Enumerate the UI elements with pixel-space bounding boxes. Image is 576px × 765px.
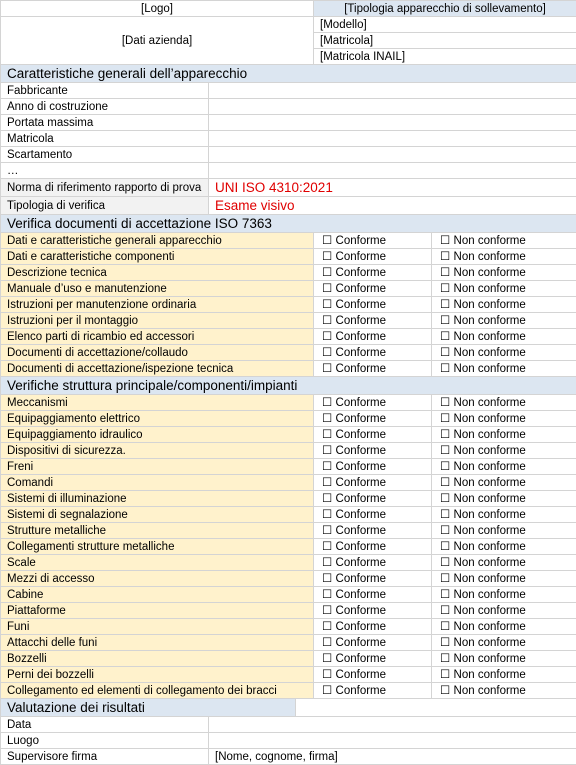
general-item-row (1, 163, 576, 179)
conforme-checkbox[interactable]: ☐ Conforme (314, 523, 432, 539)
documenti-item-row (1, 297, 576, 313)
modello-field: [Modello] (314, 17, 576, 33)
non-conforme-checkbox[interactable]: ☐ Non conforme (432, 683, 576, 699)
valutazione-item-label: Luogo (1, 733, 209, 749)
documenti-item-row (1, 361, 576, 377)
struttura-item-row (1, 507, 576, 523)
general-item-value-field[interactable] (209, 83, 576, 99)
conforme-checkbox[interactable]: ☐ Conforme (314, 475, 432, 491)
general-item-value-field[interactable] (209, 163, 576, 179)
general-item-label: Portata massima (1, 115, 209, 131)
struttura-item-label: Strutture metalliche (1, 523, 314, 539)
documenti-item-label: Elenco parti di ricambio ed accessori (1, 329, 314, 345)
conforme-checkbox[interactable]: ☐ Conforme (314, 361, 432, 377)
general-item-value-field[interactable] (209, 115, 576, 131)
non-conforme-checkbox[interactable]: ☐ Non conforme (432, 507, 576, 523)
documenti-item-label: Dati e caratteristiche componenti (1, 249, 314, 265)
struttura-item-row (1, 539, 576, 555)
tipologia-apparecchio: [Tipologia apparecchio di sollevamento] (314, 1, 576, 17)
conforme-checkbox[interactable]: ☐ Conforme (314, 329, 432, 345)
struttura-item-label: Collegamento ed elementi di collegamento dei bracci (1, 683, 314, 699)
general-item-value-field[interactable] (209, 147, 576, 163)
documenti-item-label: Istruzioni per il montaggio (1, 313, 314, 329)
documenti-item-label: Dati e caratteristiche generali apparecchio (1, 233, 314, 249)
conforme-checkbox[interactable]: ☐ Conforme (314, 427, 432, 443)
non-conforme-checkbox[interactable]: ☐ Non conforme (432, 571, 576, 587)
struttura-item-label: Perni dei bozzelli (1, 667, 314, 683)
struttura-item-label: Dispositivi di sicurezza. (1, 443, 314, 459)
non-conforme-checkbox[interactable]: ☐ Non conforme (432, 667, 576, 683)
documenti-item-row (1, 345, 576, 361)
conforme-checkbox[interactable]: ☐ Conforme (314, 587, 432, 603)
documenti-section (1, 215, 576, 233)
documenti-item-row (1, 281, 576, 297)
non-conforme-checkbox[interactable]: ☐ Non conforme (432, 313, 576, 329)
non-conforme-checkbox[interactable]: ☐ Non conforme (432, 265, 576, 281)
conforme-checkbox[interactable]: ☐ Conforme (314, 281, 432, 297)
conforme-checkbox[interactable]: ☐ Conforme (314, 683, 432, 699)
struttura-item-label: Piattaforme (1, 603, 314, 619)
struttura-item-row (1, 571, 576, 587)
struttura-item-row (1, 587, 576, 603)
documenti-item-label: Documenti di accettazione/collaudo (1, 345, 314, 361)
non-conforme-checkbox[interactable]: ☐ Non conforme (432, 361, 576, 377)
tipologia-verifica-label: Tipologia di verifica (1, 197, 209, 215)
non-conforme-checkbox[interactable]: ☐ Non conforme (432, 587, 576, 603)
non-conforme-checkbox[interactable]: ☐ Non conforme (432, 281, 576, 297)
header-row-2 (1, 17, 576, 33)
norma-row (1, 179, 576, 197)
struttura-item-row (1, 411, 576, 427)
general-item-row (1, 115, 576, 131)
company-data-placeholder: [Dati azienda] (1, 17, 314, 65)
struttura-item-label: Funi (1, 619, 314, 635)
struttura-item-row (1, 395, 576, 411)
struttura-item-label: Mezzi di accesso (1, 571, 314, 587)
non-conforme-checkbox[interactable]: ☐ Non conforme (432, 427, 576, 443)
general-item-label: … (1, 163, 209, 179)
firma-value-field[interactable]: [Nome, cognome, firma] (209, 749, 576, 765)
conforme-checkbox[interactable]: ☐ Conforme (314, 667, 432, 683)
non-conforme-checkbox[interactable]: ☐ Non conforme (432, 539, 576, 555)
valutazione-blank (296, 699, 576, 717)
documenti-item-label: Istruzioni per manutenzione ordinaria (1, 297, 314, 313)
valutazione-section-title: Valutazione dei risultati (1, 699, 296, 717)
non-conforme-checkbox[interactable]: ☐ Non conforme (432, 635, 576, 651)
matricola-inail-field: [Matricola INAIL] (314, 49, 576, 65)
struttura-item-label: Collegamenti strutture metalliche (1, 539, 314, 555)
conforme-checkbox[interactable]: ☐ Conforme (314, 619, 432, 635)
general-item-value-field[interactable] (209, 131, 576, 147)
struttura-item-label: Equipaggiamento idraulico (1, 427, 314, 443)
non-conforme-checkbox[interactable]: ☐ Non conforme (432, 233, 576, 249)
firma-label: Supervisore firma (1, 749, 209, 765)
norma-label: Norma di riferimento rapporto di prova (1, 179, 209, 197)
struttura-item-label: Cabine (1, 587, 314, 603)
conforme-checkbox[interactable]: ☐ Conforme (314, 539, 432, 555)
non-conforme-checkbox[interactable]: ☐ Non conforme (432, 603, 576, 619)
norma-value: UNI ISO 4310:2021 (209, 179, 576, 197)
struttura-item-row (1, 651, 576, 667)
conforme-checkbox[interactable]: ☐ Conforme (314, 635, 432, 651)
struttura-item-row (1, 475, 576, 491)
general-item-value-field[interactable] (209, 99, 576, 115)
documenti-item-label: Descrizione tecnica (1, 265, 314, 281)
documenti-item-label: Documenti di accettazione/ispezione tecnica (1, 361, 314, 377)
struttura-item-row (1, 459, 576, 475)
conforme-checkbox[interactable]: ☐ Conforme (314, 603, 432, 619)
documenti-item-row (1, 329, 576, 345)
conforme-checkbox[interactable]: ☐ Conforme (314, 297, 432, 313)
general-item-row (1, 99, 576, 115)
non-conforme-checkbox[interactable]: ☐ Non conforme (432, 651, 576, 667)
struttura-item-row (1, 555, 576, 571)
struttura-item-label: Meccanismi (1, 395, 314, 411)
non-conforme-checkbox[interactable]: ☐ Non conforme (432, 523, 576, 539)
non-conforme-checkbox[interactable]: ☐ Non conforme (432, 297, 576, 313)
struttura-section-title: Verifiche struttura principale/componenti/impianti (1, 377, 576, 395)
conforme-checkbox[interactable]: ☐ Conforme (314, 249, 432, 265)
general-section (1, 65, 576, 83)
struttura-item-label: Bozzelli (1, 651, 314, 667)
general-item-label: Anno di costruzione (1, 99, 209, 115)
conforme-checkbox[interactable]: ☐ Conforme (314, 491, 432, 507)
conforme-checkbox[interactable]: ☐ Conforme (314, 313, 432, 329)
non-conforme-checkbox[interactable]: ☐ Non conforme (432, 619, 576, 635)
conforme-checkbox[interactable]: ☐ Conforme (314, 345, 432, 361)
non-conforme-checkbox[interactable]: ☐ Non conforme (432, 459, 576, 475)
struttura-section (1, 377, 576, 395)
general-section-title: Caratteristiche generali dell’apparecchio (1, 65, 576, 83)
non-conforme-checkbox[interactable]: ☐ Non conforme (432, 443, 576, 459)
struttura-item-label: Freni (1, 459, 314, 475)
valutazione-section (1, 699, 576, 717)
documenti-item-row (1, 249, 576, 265)
valutazione-item-row (1, 733, 576, 749)
tipologia-verifica-row (1, 197, 576, 215)
non-conforme-checkbox[interactable]: ☐ Non conforme (432, 411, 576, 427)
header-row-1 (1, 1, 576, 17)
non-conforme-checkbox[interactable]: ☐ Non conforme (432, 475, 576, 491)
struttura-item-label: Sistemi di illuminazione (1, 491, 314, 507)
struttura-item-row (1, 635, 576, 651)
struttura-item-row (1, 443, 576, 459)
general-item-row (1, 131, 576, 147)
conforme-checkbox[interactable]: ☐ Conforme (314, 233, 432, 249)
conforme-checkbox[interactable]: ☐ Conforme (314, 265, 432, 281)
logo-placeholder: [Logo] (1, 1, 314, 17)
documenti-item-row (1, 233, 576, 249)
conforme-checkbox[interactable]: ☐ Conforme (314, 571, 432, 587)
general-item-row (1, 147, 576, 163)
conforme-checkbox[interactable]: ☐ Conforme (314, 651, 432, 667)
struttura-item-row (1, 427, 576, 443)
documenti-item-row (1, 265, 576, 281)
conforme-checkbox[interactable]: ☐ Conforme (314, 443, 432, 459)
struttura-item-label: Scale (1, 555, 314, 571)
general-item-label: Fabbricante (1, 83, 209, 99)
valutazione-item-label: Data (1, 717, 209, 733)
conforme-checkbox[interactable]: ☐ Conforme (314, 395, 432, 411)
struttura-item-row (1, 523, 576, 539)
struttura-item-row (1, 491, 576, 507)
general-item-label: Scartamento (1, 147, 209, 163)
general-item-label: Matricola (1, 131, 209, 147)
non-conforme-checkbox[interactable]: ☐ Non conforme (432, 249, 576, 265)
tipologia-verifica-value: Esame visivo (209, 197, 576, 215)
struttura-item-row (1, 683, 576, 699)
struttura-item-label: Attacchi delle funi (1, 635, 314, 651)
valutazione-item-value-field[interactable] (209, 733, 576, 749)
struttura-item-row (1, 619, 576, 635)
conforme-checkbox[interactable]: ☐ Conforme (314, 555, 432, 571)
non-conforme-checkbox[interactable]: ☐ Non conforme (432, 329, 576, 345)
non-conforme-checkbox[interactable]: ☐ Non conforme (432, 345, 576, 361)
documenti-item-label: Manuale d’uso e manutenzione (1, 281, 314, 297)
general-item-row (1, 83, 576, 99)
struttura-item-row (1, 603, 576, 619)
matricola-field: [Matricola] (314, 33, 576, 49)
struttura-item-label: Equipaggiamento elettrico (1, 411, 314, 427)
non-conforme-checkbox[interactable]: ☐ Non conforme (432, 395, 576, 411)
conforme-checkbox[interactable]: ☐ Conforme (314, 411, 432, 427)
non-conforme-checkbox[interactable]: ☐ Non conforme (432, 555, 576, 571)
conforme-checkbox[interactable]: ☐ Conforme (314, 507, 432, 523)
documenti-section-title: Verifica documenti di accettazione ISO 7363 (1, 215, 576, 233)
struttura-item-row (1, 667, 576, 683)
struttura-item-label: Sistemi di segnalazione (1, 507, 314, 523)
non-conforme-checkbox[interactable]: ☐ Non conforme (432, 491, 576, 507)
valutazione-item-row (1, 717, 576, 733)
conforme-checkbox[interactable]: ☐ Conforme (314, 459, 432, 475)
valutazione-item-value-field[interactable] (209, 717, 576, 733)
struttura-item-label: Comandi (1, 475, 314, 491)
documenti-item-row (1, 313, 576, 329)
